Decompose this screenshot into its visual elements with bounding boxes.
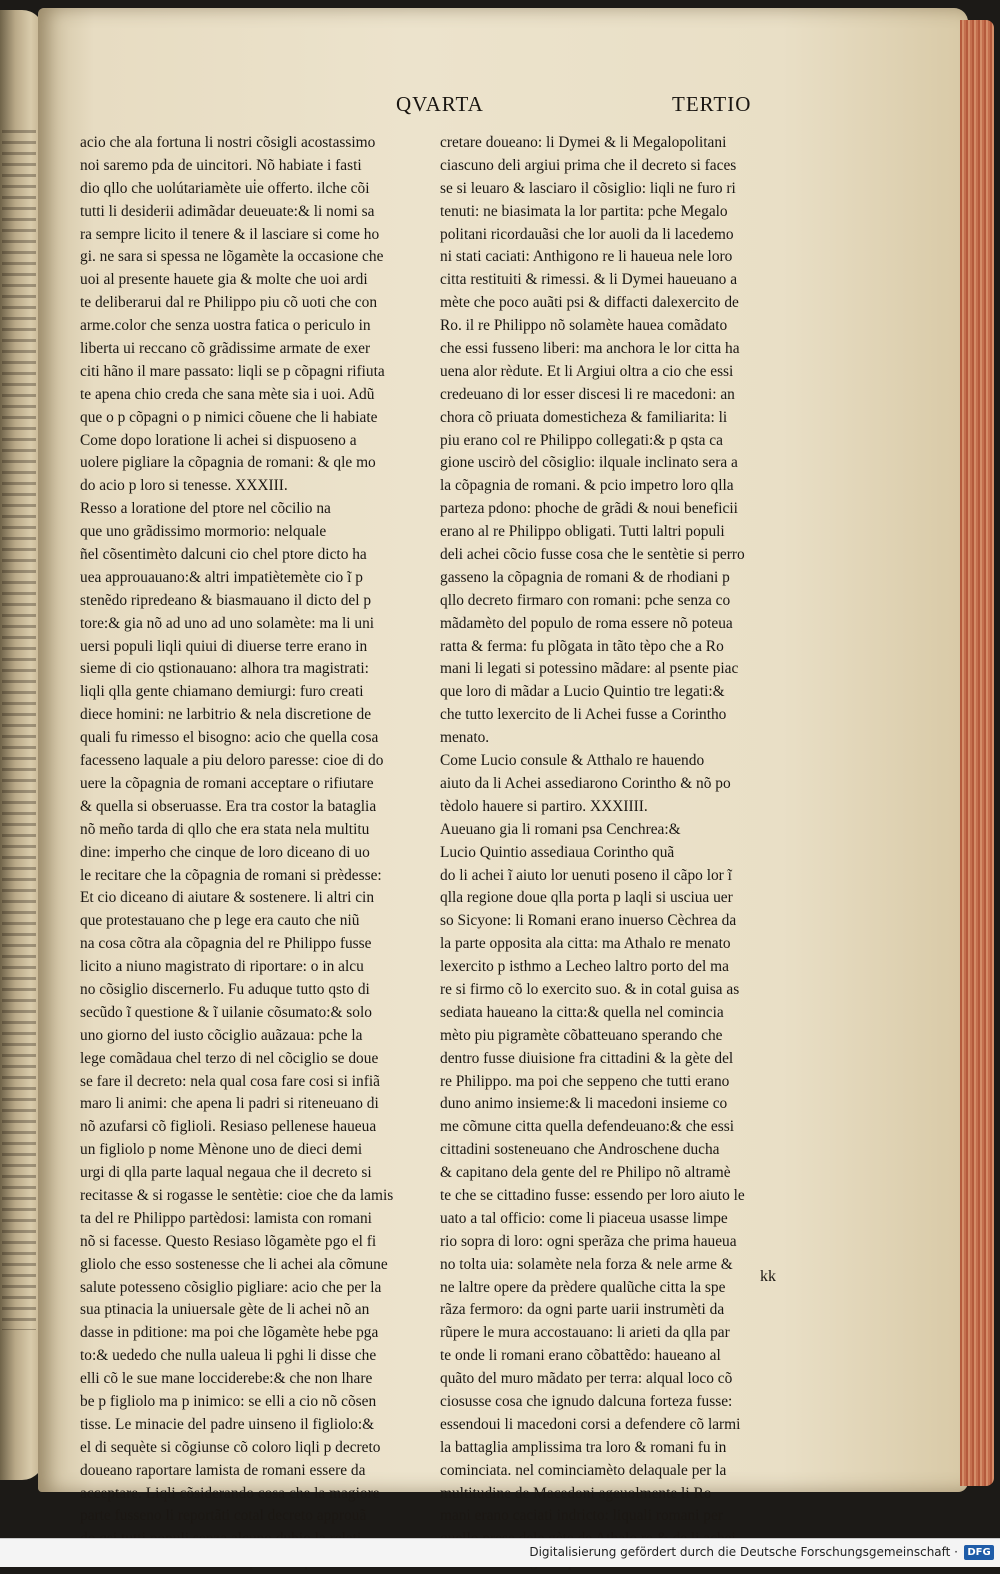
left-column-text-line: tore:& gia nõ ad uno ad uno solamète: ma li uni [80,614,375,632]
left-column-text-line: doueano raportare lamista de romani essere da [80,1461,366,1479]
left-column-text-line: tutti li desiderii adimãdar deueuate:& li nomi sa [80,202,375,220]
left-column-text-line: se fare il decreto: nela qual cosa fare cosi si infiã [80,1072,380,1090]
right-column-text-line: piu erano col re Philippo collegati:& p qsta ca [440,431,723,449]
left-column-text-line: salute potesseno cõsiglio pigliare: acio che per la [80,1278,382,1296]
adjacent-page-text-bleed [2,130,36,1330]
left-column-text-line: sieme di cio qstionauano: alhora tra magistrati: [80,660,369,678]
right-column-text-line: Ro. il re Philippo nõ solamète hauea comãdato [440,317,728,335]
right-column-text-line: credeuano di lor esser discesi li re macedoni: an [440,385,735,403]
right-column-text-line: citta restituiti & rimessi. & li Dymei haueuano a [440,271,738,289]
left-column-text-line: lege comãdaua chel terzo di nel cõciglio se doue [80,1049,379,1067]
right-column-text-line: Lucio Quintio assediaua Corintho quã [440,843,675,861]
left-column-text-line: acio che ala fortuna li nostri cõsigli acostassimo [80,134,376,151]
right-column-text-line: te che se cittadino fusse: essendo per loro aiuto le [440,1186,745,1204]
left-column-text-line: ra sempre licito il tenere & il lasciare si come ho [80,225,380,243]
right-column-text-line: uena alor rèdute. Et li Argiui oltra a cio che essi [440,362,734,380]
right-column-text-line: essendoui li macedoni corsi a defendere cõ larmi [440,1415,741,1433]
right-column-text-line: ciosusse cosa che ignudo dalcuna forteza fusse: [440,1392,733,1410]
left-column-text-line: recitasse & si rogasse le sentètie: cioe che da lamis [80,1186,394,1204]
right-column-text-line: ciascuno deli argiui prima che il decreto si faces [440,156,737,174]
right-column-text-line: te onde li romani erano cõbattẽdo: haueano al [440,1347,721,1365]
right-column-text-line: politani ricordauãsi che lor auoli da li lacedemo [440,225,734,243]
left-column-text-line: nõ si facesse. Questo Resiaso lõgamète pgo el fi [80,1232,377,1250]
right-column-text-line: che tutto lexercito de li Achei fusse a Corintho [440,706,727,724]
left-column-text-line: dine: imperho che cinque de loro diceano di uo [80,843,370,861]
right-column-text-line: chora cõ priuata domesticheza & familiarita: li [440,408,728,426]
left-column-text-line: liqli qlla gente chiamano demiurgi: furo creati [80,683,364,701]
left-column-text-line: ñel cõsentimèto dalcuni cio chel ptore dicto ha [80,546,367,564]
right-column-text-line: aiuto da li Achei assediarono Corintho & nõ po [440,774,731,792]
right-column-text-line: lexercito p isthmo a Lecheo laltro porto del ma [440,958,729,976]
right-column-text-line: menato. [440,729,490,747]
right-column-text-line: la parte opposita ala citta: ma Athalo re menato [440,935,731,953]
right-column-text-line: mãdamèto del populo de roma essere nõ poteua [440,614,733,632]
right-column-text-line: tèdolo hauere si partiro. XXXIIII. [440,797,648,815]
right-column-text-line: cittadini sosteneuano che Androschene ducha [440,1141,720,1159]
left-column-text-line: Resso a loratione del ptore nel cõcilio na [80,500,331,518]
right-column-text-line: qlla regione doue qlla porta p laqli si usciua uer [440,889,733,907]
left-column-text-line: te deliberarui dal re Philippo piu cõ uoti che con [80,294,378,312]
left-column-text-line: acceptare. Liqli cõsiderando cosa che la magiore [80,1484,380,1502]
right-column-text-line: la battaglia amplissima tra loro & romani fu in [440,1438,727,1456]
left-column-text-line: dio qllo che uolútariamète ui̇e offerto. ilche cõi [80,179,370,197]
right-column-text-line: que loro di mãdar a Lucio Quintio tre legati:& [440,683,725,701]
left-column-text-line: liberta ui reccano cõ grãdissime armate de exer [80,340,371,358]
signature-mark: kk [760,1268,776,1285]
left-column-text-line: Come dopo loratione li achei si dispuoseno a [80,431,357,449]
left-column-text-line: na cosa cõtra ala cõpagnia del re Philippo fusse [80,935,372,953]
left-column-text-line: un figliolo p nome Mènone uno de dieci demi [80,1141,363,1159]
right-column-text-line: mète che poco auãti psi & diffacti dalexercito de [440,294,739,312]
right-column-text-line: gione uscirò del cõsiglio: ilquale inclinato sera a [440,454,738,472]
right-column-text-line: deli achei cõcio fusse cosa che le sentètie si perro [440,546,745,564]
right-column-text-line: multitudine de Macedoni ageuolmente li Ro [440,1484,712,1502]
right-column-text-line: ni stati caciati: Anthigono re li haueua nele loro [440,248,733,266]
right-column-text-line: Aueuano gia li romani psa Cenchrea:& [440,820,681,838]
dfg-logo: DFG [964,1545,994,1560]
right-column-text-line: ne laltre opere da prèdere qualũche citta la spe [440,1278,726,1296]
left-column-text-line: el di sequète si cõgiunse cõ coloro liqli p decreto [80,1438,381,1456]
right-column-text-line: mani erano caciati indricto: liquali romani per [440,1507,723,1525]
left-column-text-line: que o p cõpagni o p nimici cõuene che li habiate [80,408,378,426]
left-column-text-line: uno giorno del iusto cõciglio auãzaua: pche la [80,1026,363,1044]
right-column-text-line: rũpere le mura accostauano: li arieti da qlla par [440,1324,730,1342]
left-column-text-line: diece homini: ne larbitrio & nela discretione de [80,706,372,724]
right-column-text-line: che essi fusseno liberi: ma anchora le lor citta ha [440,340,740,358]
right-column-text-line: quãto del muro mãdato per terra: alqual loco cõ [440,1370,733,1388]
right-column-text-line: mani li legati si potessino mãdare: al psente piac [440,660,739,678]
right-column-text-line: mèto piu pigramète cõbatteuano sperando che [440,1026,723,1044]
left-column-text-line: noi saremo pda de uincitori. Nõ habiate i fasti [80,156,362,174]
right-column-text-line: parteza pdono: phoche de grãdi & noui beneficii [440,500,738,518]
left-column-text-line: nõ meño tarda di qllo che era stata nela multitu [80,820,370,838]
left-column-text-line: quali fu rimesso el bisogno: acio che quella cosa [80,729,379,747]
left-column-text-line: secũdo ĩ questione & ĩ uilanie cõsumato:& solo [80,1003,372,1021]
left-column-text-line: & quella si obseruasse. Era tra costor la bataglia [80,797,377,815]
running-head-left: QVARTA [396,92,484,116]
right-column-text-line: se si leuaro & lasciaro il cõsiglio: liqli ne furo ri [440,179,736,197]
right-column-text-line: so Sicyone: li Romani erano inuerso Cèchrea da [440,912,737,930]
left-column-text-line: sua ptinacia la uniuersale gète de li achei nõ an [80,1301,370,1319]
right-column-text-line: gasseno la cõpagnia de romani & de rhodiani p [440,568,730,586]
left-column-text-line: stenẽdo ripredeano & biasmauano il dicto del p [80,591,372,609]
right-column-text-line: rãza fermoro: da ogni parte uarii instrumèti da [440,1301,725,1319]
right-column-text-line: sediata haueano la citta:& quella nel comincia [440,1003,724,1021]
right-column-text-line: dentro fusse diuisione fra cittadini & la gète del [440,1049,734,1067]
left-column-text-line: parte fusseno li reportãti cotal decreto approuã [80,1507,367,1525]
right-column-text-line: uato a tal officio: come li piaceua usasse limpe [440,1209,728,1227]
left-column-text-line: nõ azufarsi cõ figlioli. Resiaso pellenese haueua [80,1118,377,1136]
right-column-text-line: tenuti: ne biasimata la lor partita: pche Megalo [440,202,728,220]
right-column-text-line: re Philippo. ma poi che seppeno che tutti erano [440,1072,730,1090]
left-column-text-line: Et cio diceano di aiutare & sostenere. li altri cin [80,889,375,907]
right-column-text-line: no tolta uia: solamète nela forza & nele arme & [440,1255,733,1273]
right-column-text-line: re si firmo cõ lo exercito suo. & in cotal guisa as [440,980,740,998]
right-column-text-line: erano al re Philippo obligati. Tutti laltri populi [440,523,725,541]
left-column-text-line: gliolo che esso sostenesse che li achei ala cõmune [80,1255,388,1273]
text-column-right [440,132,790,1574]
running-head-right: TERTIO [672,92,752,116]
left-column-text-line: arme.color che senza uostra fatica o periculo in [80,317,371,335]
left-column-text-line: uere la cõpagnia de romani acceptare o rifiutare [80,774,374,792]
right-column-text-line: cretare doueano: li Dymei & li Megalopolitani [440,134,727,151]
left-column-text-line: do acio p loro si tenesse. XXXIII. [80,477,288,495]
left-column-text-line: licito a niuno magistrato di riportare: o in alcu [80,958,364,976]
left-column-text-line: uersi populi liqli quiui di diuerse terre erano in [80,637,368,655]
left-column-text-line: citi hãno il mare passato: liqli se p cõpagni rifiuta [80,362,385,380]
left-column-text-line: urgi di qlla parte laqual negaua che il decreto si [80,1164,372,1182]
left-column-text-line: ta del re Philippo partèdosi: lamista con romani [80,1209,372,1227]
left-column-text-line: no cõsiglio discernerlo. Fu aduque tutto qsto di [80,980,370,998]
left-column-text-line: que uno grãdissimo mormorio: nelquale [80,523,327,541]
left-column-text-line: dasse in pditione: ma poi che lõgamète hebe pga [80,1324,379,1342]
funding-notice: Digitalisierung gefördert durch die Deutsche Forschungsgemeinschaft · [529,1545,958,1559]
right-column-text-line: duno animo insieme:& li macedoni insieme co [440,1095,728,1113]
right-column-text-line: cominciata. nel cominciamèto delaquale per la [440,1461,727,1479]
left-column-text-line: facesseno laquale a piu deloro paresse: cioe di do [80,752,384,770]
right-column-text-line: me cõmune citta quella defendeuano:& che essi [440,1118,735,1136]
left-column-text-line: te apena chio creda che sana mète sia i uoi. Adũ [80,385,375,403]
right-column-text-line: & capitano dela gente del re Philipo nõ altramè [440,1164,731,1182]
left-column-text-line: tisse. Le minacie del padre uinseno il figliolo:& [80,1415,375,1433]
left-column-text-line: maro li animi: che apena li padri si riteneuano di [80,1095,379,1113]
right-column-text-line: ratta & ferma: fu plõgata in tãto tèpo che a Ro [440,637,724,655]
right-column-text-line: qllo decreto firmaro con romani: pche senza co [440,591,731,609]
right-column-text-line: do li achei ĩ aiuto lor uenuti poseno il cãpo lor ĩ [440,866,732,884]
left-column-text-line: uea approuauano:& altri impatiètemète cio ĩ p [80,568,363,586]
right-column-text-line: rio sopra di loro: ogni sperãza che prima haueua [440,1232,737,1250]
left-column-text-line: uoi al presente hauete gia & molte che uoi ardi [80,271,368,289]
left-column-text-line: gi. ne sara si spessa ne lõgamète la occasione che [80,248,384,266]
left-column-text-line: uolere pigliare la cõpagnia de romani: & qle mo [80,454,376,472]
right-column-text-line: Come Lucio consule & Atthalo re hauendo [440,752,705,770]
text-column-left [80,132,430,1574]
left-column-text-line: le recitare che la cõpagnia de romani si prèdesse: [80,866,382,884]
footer-bar [0,1538,1000,1567]
left-column-text-line: to:& uededo che nulla ualeua li pghi li disse che [80,1347,377,1365]
left-column-text-line: elli cõ le sue mane locciderebe:& che non lhare [80,1370,373,1388]
left-column-text-line: que protestauano che p lege era cauto che niũ [80,912,360,930]
left-column-text-line: be p figliolo ma p inimico: se elli a cio nõ cõsen [80,1392,377,1410]
right-column-text-line: la cõpagnia de romani. & pcio impetro loro qlla [440,477,734,495]
book-fore-edge [960,20,994,1486]
